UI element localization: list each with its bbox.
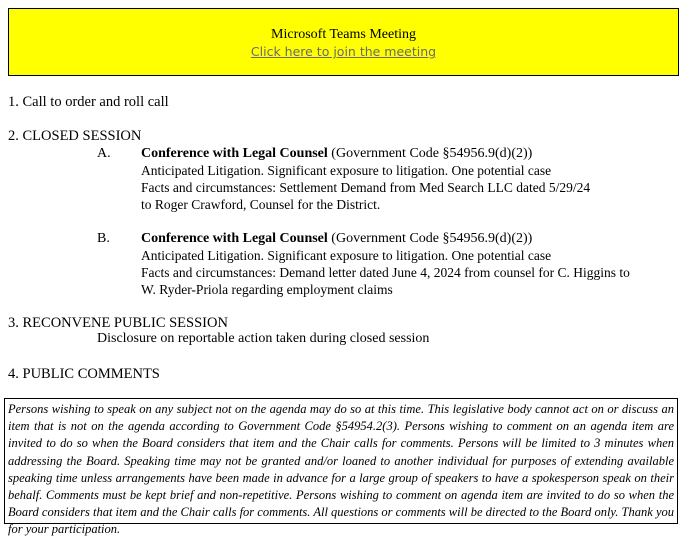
item-b-line: Anticipated Litigation. Significant exposure to litigation. One potential case [141, 248, 552, 263]
item-a-title: Conference with Legal Counsel [141, 146, 328, 161]
reconvene-description: Disclosure on reportable action taken during closed session [97, 331, 430, 346]
item-a-line: to Roger Crawford, Counsel for the District. [141, 197, 381, 212]
item-b-code: (Government Code §54956.9(d)(2)) [327, 231, 533, 246]
item-b-letter: B. [97, 231, 110, 246]
agenda-item-call-to-order: 1. Call to order and roll call [8, 94, 169, 110]
teams-meeting-title: Microsoft Teams Meeting [271, 27, 416, 42]
item-a-line: Anticipated Litigation. Significant exposure to litigation. One potential case [141, 163, 552, 178]
agenda-item-public-comments: 4. PUBLIC COMMENTS [8, 366, 160, 382]
item-a-title-line [141, 145, 590, 162]
item-a-letter: A. [97, 146, 111, 161]
item-a-line: Facts and circumstances: Settlement Demand from Med Search LLC dated 5/29/24 [141, 180, 591, 195]
item-b-title: Conference with Legal Counsel [141, 231, 328, 246]
item-b-line: Facts and circumstances: Demand letter dated June 4, 2024 from counsel for C. Higgins to [141, 265, 630, 280]
item-b-line: W. Ryder-Priola regarding employment claims [141, 282, 393, 297]
item-b-title-line [141, 230, 630, 247]
join-meeting-link[interactable]: Click here to join the meeting [250, 44, 437, 59]
agenda-item-closed-session: 2. CLOSED SESSION [8, 128, 142, 144]
teams-meeting-box [8, 8, 679, 76]
public-comment-notice: Persons wishing to speak on any subject not on the agenda may do so at this time. This legislative body cannot act on or discuss an item that is not on the agenda according to Government Code §54954.2(3). Persons wishing to comment on an agenda item are invited to do so when the Board considers that item and the Chair calls for comments. Persons will be limited to 3 minutes when addressing the Board. Speaking time may not be granted and/or loaned to another individual for purposes of extending available speaking time unless arrangements have been made in advance for a large group of speakers to have a spokesperson speak on their behalf. Comments must be kept brief and non-repetitive. Persons wishing to comment on agenda item are invited to do so when the Board considers that item and the Chair calls for comments. All questions or comments will be directed to the Board only. Thank you for your participation. [4, 398, 678, 524]
item-a-code: (Government Code §54956.9(d)(2)) [327, 146, 533, 161]
agenda-item-reconvene: 3. RECONVENE PUBLIC SESSION [8, 315, 228, 331]
